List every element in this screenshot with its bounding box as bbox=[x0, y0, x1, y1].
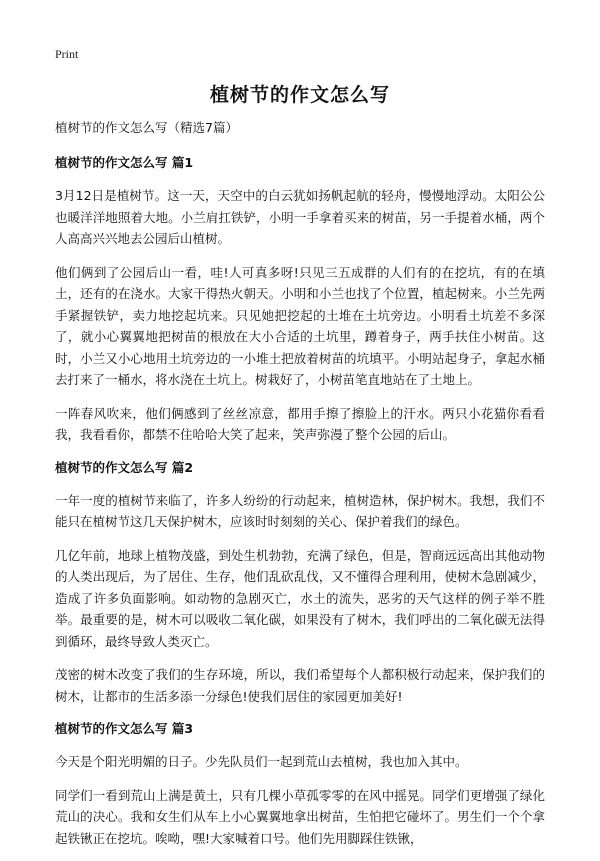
article-subtitle: 植树节的作文怎么写（精选7篇） bbox=[55, 120, 238, 135]
page-title: 植树节的作文怎么写 bbox=[209, 84, 390, 106]
section-heading: 植树节的作文怎么写 篇2 bbox=[55, 459, 194, 475]
section-3 bbox=[55, 719, 545, 849]
paragraph: 他们俩到了公园后山一看，哇!人可真多呀!只见三五成群的人们有的在挖坑，有的在填土，还有的在浇水。大家干得热火朝天。小明和小兰也找了个位置，植起树来。小兰先两手紧握铁铲，卖力地挖起坑来。只见她把挖起的土堆在土坑旁边。小明看土坑差不多深了，就小心翼翼地把树苗的根放在大小合适的土坑里，蹲着身子，两手扶住小树苗。这时，小兰又小心地用土坑旁边的一小堆土把放着树苗的坑填平。小明站起身子，拿起水桶去打来了一桶水，将水浇在土坑上。树栽好了，小树苗笔直地站在了土地上。 bbox=[55, 264, 545, 387]
section-2 bbox=[55, 458, 545, 708]
paragraph: 茂密的树木改变了我们的生存环境，所以，我们希望每个人都积极行动起来，保护我们的树木，让都市的生活多添一分绿色!使我们居住的家园更加美好! bbox=[55, 667, 545, 704]
article-body bbox=[55, 118, 545, 861]
paragraph: 3月12日是植树节。这一天，天空中的白云犹如扬帆起航的轻舟，慢慢地浮动。太阳公公也暖洋洋地照着大地。小兰肩扛铁铲，小明一手拿着买来的树苗，另一手提着水桶，两个人高高兴兴地去公园后山植树。 bbox=[55, 188, 545, 246]
section-heading: 植树节的作文怎么写 篇3 bbox=[55, 721, 194, 736]
paragraph: 今天是个阳光明媚的日子。少先队员们一起到荒山去植树，我也加入其中。 bbox=[55, 754, 468, 769]
paragraph: 一年一度的植树节来临了，许多人纷纷的行动起来，植树造林，保护树木。我想，我们不能只在植树节这几天保护树木，应该时时刻刻的关心、保护着我们的绿色。 bbox=[55, 492, 545, 529]
section-heading: 植树节的作文怎么写 篇1 bbox=[55, 155, 194, 170]
paragraph: 同学们一看到荒山上满是黄土，只有几棵小草孤零零的在风中摇晃。同学们更增强了绿化荒山的决心。我和女生们从车上小心翼翼地拿出树苗，生怕把它碰坏了。男生们一个个拿起铁锹正在挖坑。唉呦，嘿!大家喊着口号。他们先用脚踩住铁锹， bbox=[55, 787, 545, 846]
print-link[interactable]: Print bbox=[55, 47, 79, 61]
paragraph: 几亿年前，地球上植物茂盛，到处生机勃勃，充满了绿色，但是，智商远远高出其他动物的人类出现后，为了居住、生存，他们乱砍乱伐，又不懂得合理利用，使树木急剧减少，造成了许多负面影响。如动物的急剧灭亡，水土的流失，恶劣的天气这样的例子举不胜举。最重要的是，树木可以吸收二氧化碳，如果没有了树木，我们呼出的二氧化碳无法得到循环，最终导致人类灭亡。 bbox=[55, 547, 545, 649]
paragraph: 一阵春风吹来，他们俩感到了丝丝凉意，都用手擦了擦脸上的汗水。两只小花猫你看看我，我看看你，都禁不住哈哈大笑了起来，笑声弥漫了整个公园的后山。 bbox=[55, 405, 545, 442]
section-1 bbox=[55, 153, 545, 446]
